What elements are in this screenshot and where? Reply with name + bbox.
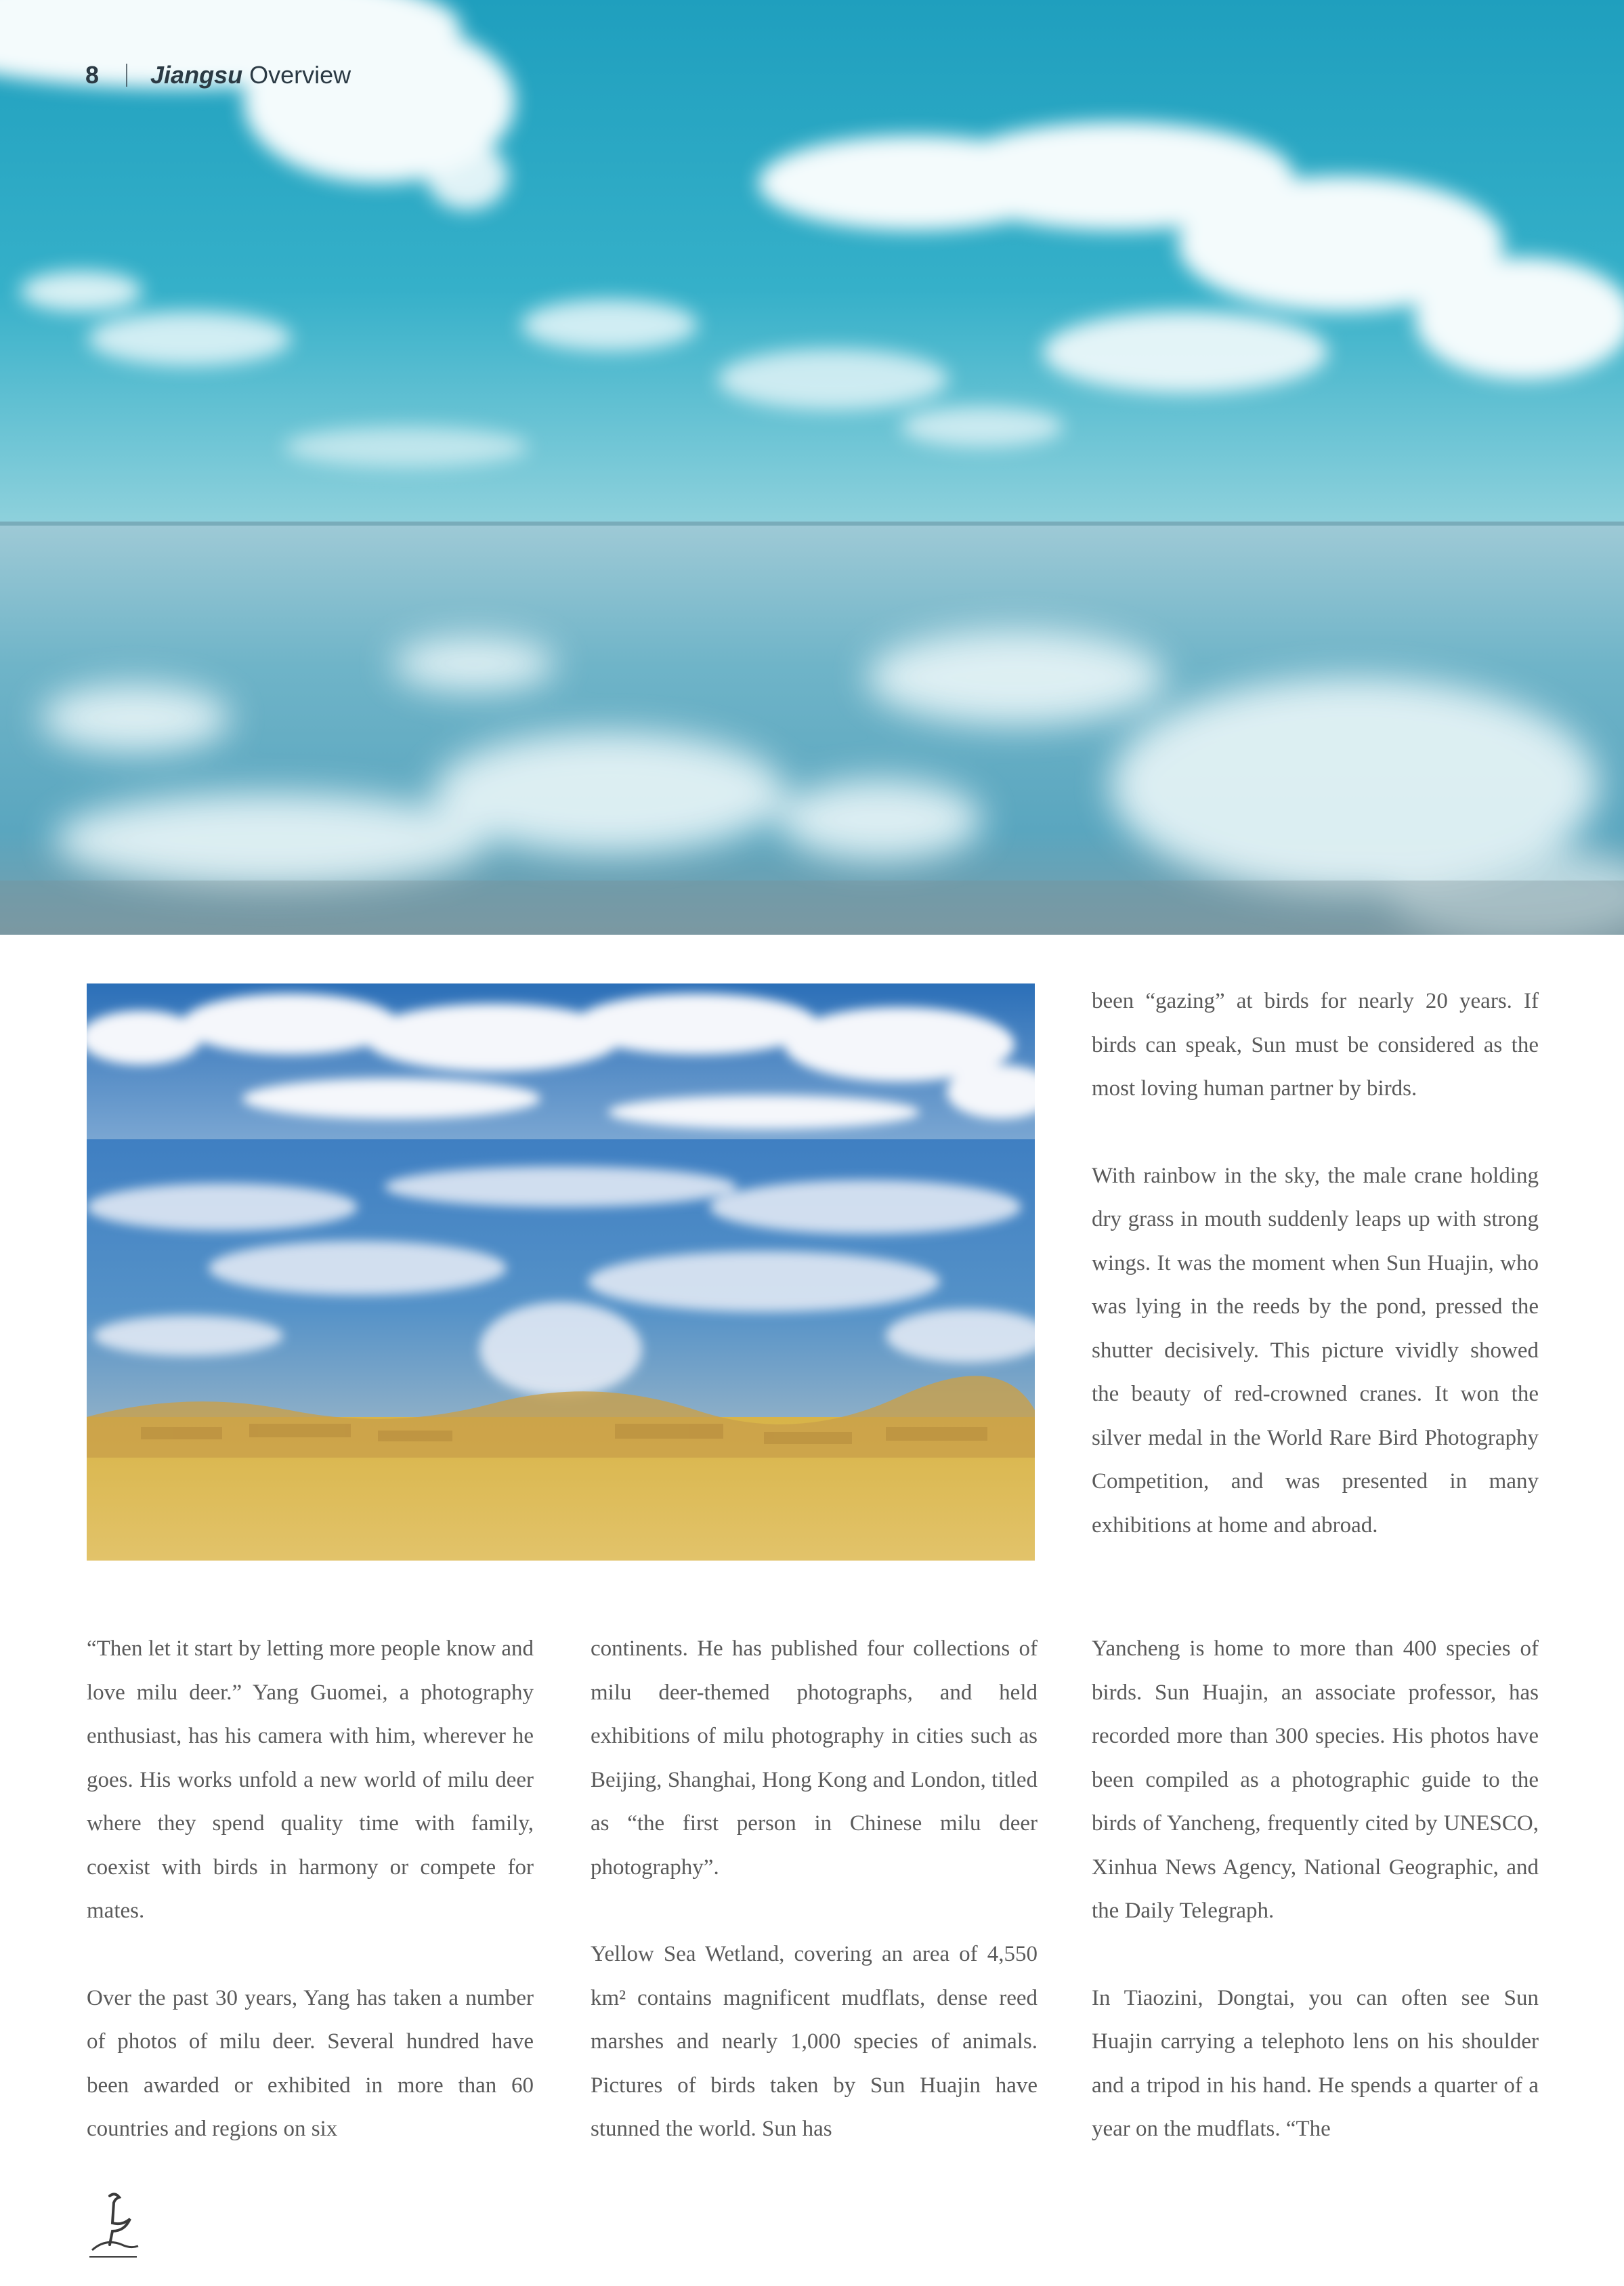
header-divider xyxy=(126,64,127,87)
paragraph: continents. He has published four collections of milu deer-themed photographs, and held exhibitions of milu photography in cities such as Beijing, Shanghai, Hong Kong and London, titled as “the first person in Chinese milu deer photography”. xyxy=(591,1636,1038,1880)
paragraph: Yancheng is home to more than 400 species of birds. Sun Huajin, an associate professor, has recorded more than 300 species. His photos have been compiled as a photographic guide to the birds of Yancheng, frequently cited by UNESCO, Xinhua News Agency, National Geographic, and the Daily Telegraph. xyxy=(1092,1636,1539,1923)
paragraph: Yellow Sea Wetland, covering an area of 4,550 km² contains magnificent mudflats, dense reed marshes and nearly 1,000 species of animals. Pictures of birds taken by Sun Huajin have stunned the world. Sun has xyxy=(591,1942,1038,2141)
text-column-1 xyxy=(87,1627,534,2151)
paragraph: “Then let it start by letting more people know and love milu deer.” Yang Guomei, a photography enthusiast, has his camera with him, wherever he goes. His works unfold a new world of milu deer where they spend quality time with family, coexist with birds in harmony or compete for mates. xyxy=(87,1636,534,1923)
text-column-2 xyxy=(591,1627,1038,2151)
text-column-3 xyxy=(1092,1627,1539,2151)
text-column-right-top xyxy=(1092,979,1539,1547)
paragraph: Over the past 30 years, Yang has taken a number of photos of milu deer. Several hundred have been awarded or exhibited in more than 60 countries and regions on six xyxy=(87,1985,534,2141)
inset-photo-graphic xyxy=(87,983,1035,1561)
paragraph: been “gazing” at birds for nearly 20 years. If birds can speak, Sun must be considered as the most loving human partner by birds. xyxy=(1092,989,1539,1101)
crane-logo-icon xyxy=(83,2189,144,2264)
header-section: Overview xyxy=(249,61,351,89)
hero-photo xyxy=(0,0,1624,935)
paragraph: In Tiaozini, Dongtai, you can often see Sun Huajin carrying a telephoto lens on his shoulder and a tripod in his hand. He spends a quarter of a year on the mudflats. “The xyxy=(1092,1985,1539,2141)
hero-photo-graphic xyxy=(0,0,1624,935)
page-header xyxy=(85,61,351,89)
inset-photo xyxy=(87,983,1035,1561)
page-number: 8 xyxy=(85,61,100,89)
paragraph: With rainbow in the sky, the male crane holding dry grass in mouth suddenly leaps up with strong wings. It was the moment when Sun Huajin, who was lying in the reeds by the pond, pressed the shutter decisively. This picture vividly showed the beauty of red-crowned cranes. It won the silver medal in the World Rare Bird Photography Competition, and was presented in many exhibitions at home and abroad. xyxy=(1092,1163,1539,1538)
header-brand: Jiangsu xyxy=(150,61,243,89)
